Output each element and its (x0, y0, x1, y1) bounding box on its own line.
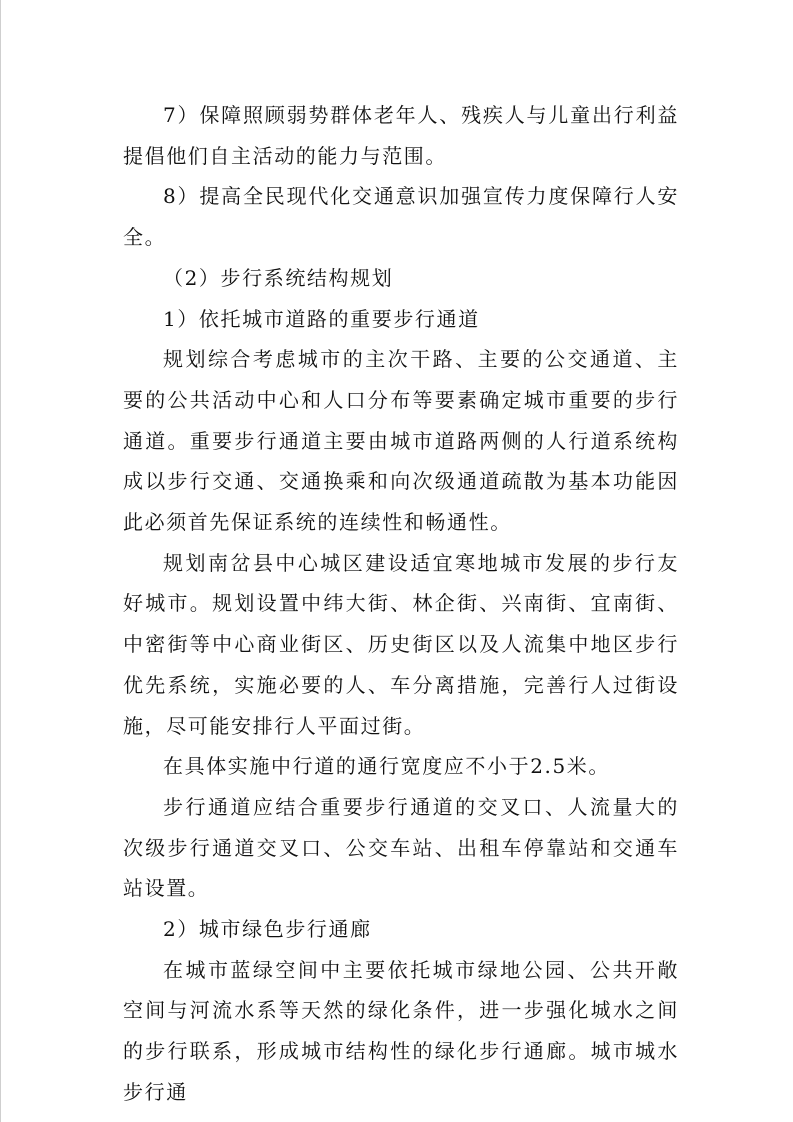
subheading-major-walkways: 1）依托城市道路的重要步行通道 (163, 306, 480, 331)
paragraph-walkway-planning: 规划综合考虑城市的主次干路、主要的公交通道、主要的公共活动中心和人口分布等要素确定城市重要的步行通道。重要步行通道主要由城市道路两侧的人行道系统构成以步行交通、交通换乘和向次级通道疏散为基本功能因此必须首先保证系统的连续性和畅通性。 (123, 347, 679, 535)
document-body (123, 95, 679, 1113)
paragraph-item-8: 8）提高全民现代化交通意识加强宣传力度保障行人安全。 (123, 184, 679, 250)
paragraph-width-requirement: 在具体实施中行道的通行宽度应不小于2.5米。 (163, 754, 611, 779)
paragraph-item-7: 7）保障照顾弱势群体老年人、残疾人与儿童出行利益提倡他们自主活动的能力与范围。 (123, 103, 679, 168)
paragraph-green-corridor: 在城市蓝绿空间中主要依托城市绿地公园、公共开敞空间与河流水系等天然的绿化条件，进一步强化城水之间的步行联系，形成城市结构性的绿化步行通廊。城市城水步行通 (123, 957, 679, 1104)
section-heading-pedestrian-structure: （2）步行系统结构规划 (163, 265, 394, 290)
paragraph-nancha-walkable-city: 规划南岔县中心城区建设适宜寒地城市发展的步行友好城市。规划设置中纬大街、林企街、兴南街、宜南街、中密街等中心商业街区、历史街区以及人流集中地区步行优先系统，实施必要的人、车分离措施，完善行人过街设施，尽可能安排行人平面过街。 (123, 550, 679, 738)
paragraph-walkway-placement: 步行通道应结合重要步行通道的交叉口、人流量大的次级步行通道交叉口、公交车站、出租车停靠站和交通车站设置。 (123, 794, 679, 901)
subheading-green-corridor: 2）城市绿色步行通廊 (163, 917, 372, 942)
